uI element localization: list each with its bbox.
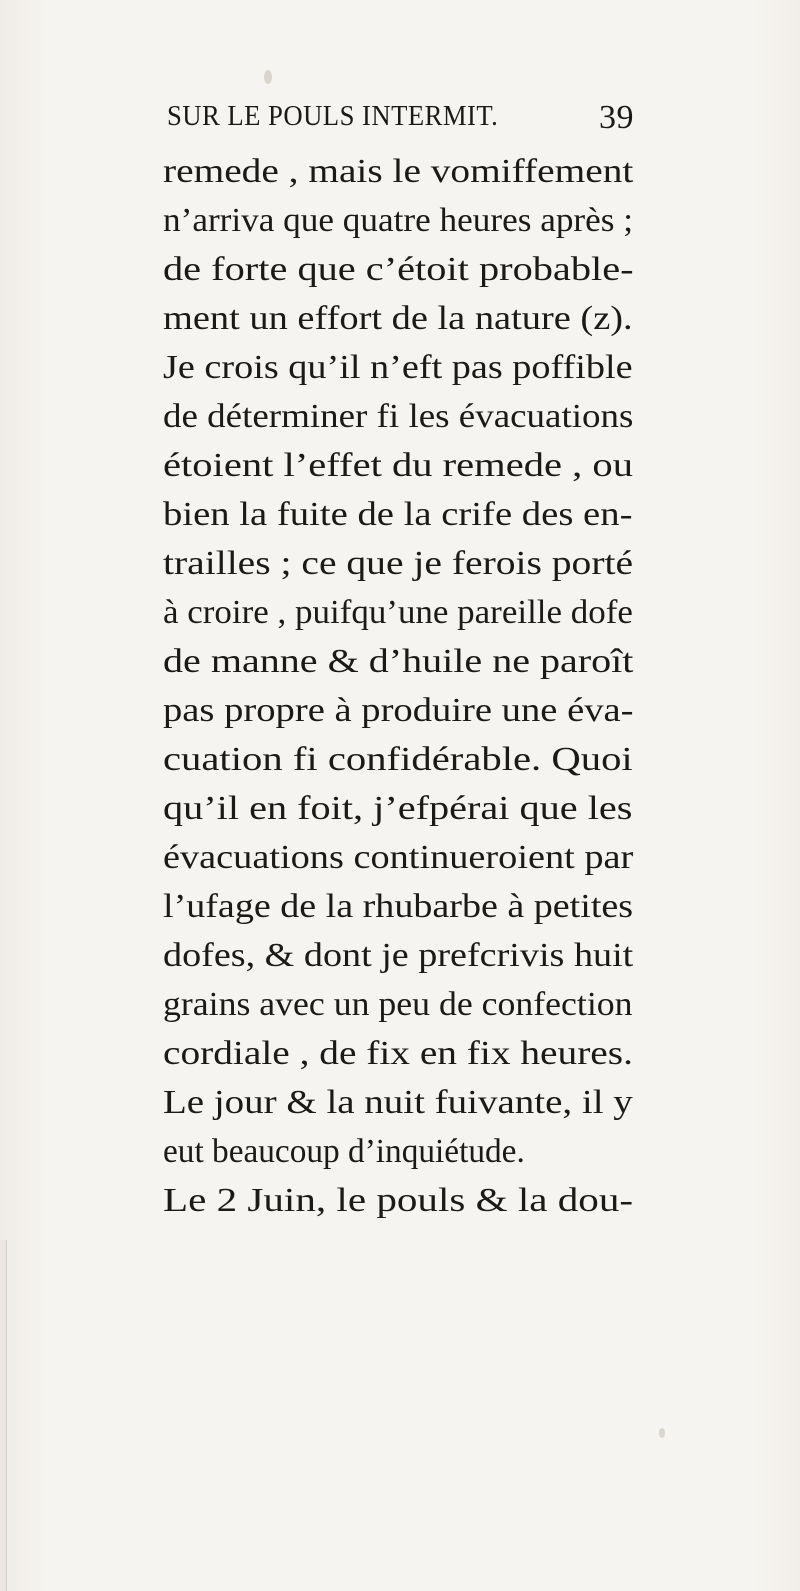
text-line: l’ufage de la rhubarbe à petites (163, 888, 634, 925)
text-line: bien la fuite de la crife des en- (163, 496, 633, 533)
text-line: ment un effort de la nature (z). (163, 300, 633, 337)
text-line: pas propre à produire une éva- (163, 692, 634, 729)
text-line: évacuations continueroient par (163, 839, 634, 876)
text-line: trailles ; ce que je ferois porté (163, 545, 634, 582)
text-line: étoient l’effet du remede , ou (163, 447, 633, 484)
page-number: 39 (599, 99, 634, 136)
paper-blemish (659, 1428, 665, 1438)
paper-blemish (264, 70, 272, 84)
text-line: eut beaucoup d’inquiétude. (163, 1133, 525, 1170)
text-line: de déterminer fi les évacuations (163, 398, 634, 435)
text-line: n’arriva que quatre heures après ; (163, 202, 634, 239)
text-line: grains avec un peu de confection (163, 986, 633, 1023)
page-gutter-edge (0, 1240, 7, 1591)
text-line: à croire , puifqu’une pareille dofe (163, 594, 633, 631)
text-line: cordiale , de fix en fix heures. (163, 1035, 633, 1072)
text-line: qu’il en foit, j’efpérai que les (163, 790, 633, 827)
text-line: Je crois qu’il n’eft pas poffible (163, 349, 633, 386)
text-line: cuation fi confidérable. Quoi (163, 741, 633, 778)
text-line: de forte que c’étoit probable- (163, 251, 634, 288)
text-line: Le 2 Juin, le pouls & la dou- (163, 1182, 634, 1219)
text-line: remede , mais le vomiffement (163, 153, 634, 190)
running-header (167, 99, 637, 136)
text-line: dofes, & dont je prefcrivis huit (163, 937, 634, 974)
text-line: de manne & d’huile ne paroît (163, 643, 634, 680)
text-line: Le jour & la nuit fuivante, il y (163, 1084, 633, 1121)
running-title: SUR LE POULS INTERMIT. (167, 100, 499, 132)
